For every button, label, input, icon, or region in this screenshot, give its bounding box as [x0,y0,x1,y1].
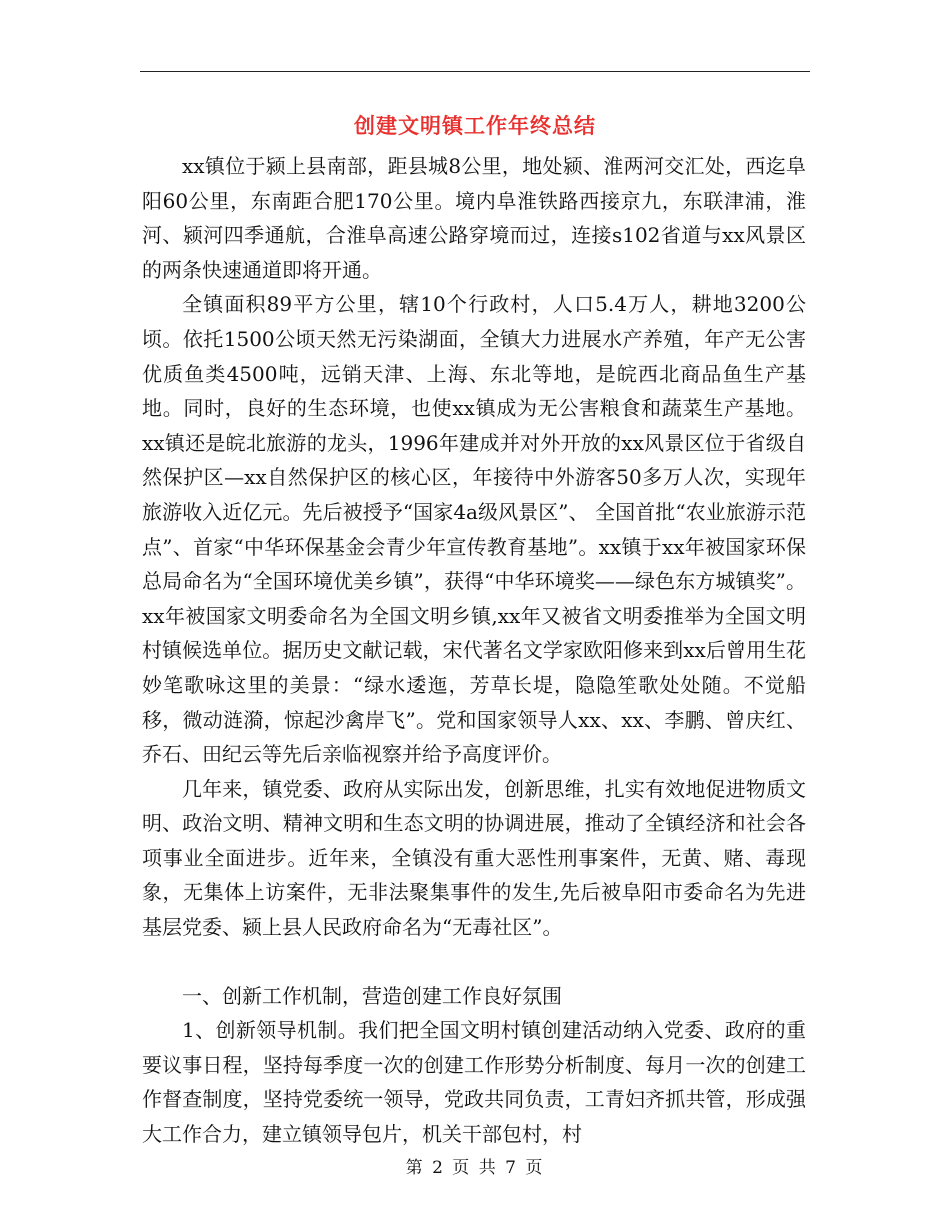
paragraph-spacer [142,945,806,979]
achievements-paragraph: 几年来，镇党委、政府从实际出发，创新思维，扎实有效地促进物质文明、政治文明、精神文明和生态文明的协调进展，推动了全镇经济和社会各项事业全面进步。近年来，全镇没有重大恶性刑事案件，无黄、赌、毒现象，无集体上访案件，无非法聚集事件的发生,先后被阜阳市委命名为先进基层党委、颍上县人民政府命名为“无毒社区”。 [142,776,806,940]
section-heading: 一、创新工作机制，营造创建工作良好氛围 [182,983,562,1008]
intro-paragraph: xx镇位于颍上县南部，距县城8公里，地处颍、淮两河交汇处，西迄阜阳60公里，东南距合肥170公里。境内阜淮铁路西接京九，东联津浦，淮河、颍河四季通航，合淮阜高速公路穿境而过，连接s102省道与xx风景区的两条快速通道即将开通。 [142,154,806,282]
overview-paragraph: 全镇面积89平方公里，辖10个行政村，人口5.4万人，耕地3200公顷。依托1500公顷天然无污染湖面，全镇大力进展水产养殖，年产无公害优质鱼类4500吨，远销天津、上海、东北等地，是皖西北商品鱼生产基地。同时，良好的生态环境，也使xx镇成为无公害粮食和蔬菜生产基地。xx镇还是皖北旅游的龙头，1996年建成并对外开放的xx风景区位于省级自然保护区—xx自然保护区的核心区，年接待中外游客50多万人次，实现年旅游收入近亿元。先后被授予“国家4a级风景区”、 全国首批“农业旅游示范点”、首家“中华环保基金会青少年宣传教育基地”。xx镇于xx年被国家环保总局命名为“全国环境优美乡镇”，获得“中华环境奖——绿色东方城镇奖”。xx年被国家文明委命名为全国文明乡镇,xx年又被省文明委推举为全国文明村镇候选单位。据历史文献记载，宋代著名文学家欧阳修来到xx后曾用生花妙笔歌咏这里的美景：“绿水逶迤，芳草长堤，隐隐笙歌处处随。不觉船移，微动涟漪，惊起沙禽岸飞”。党和国家领导人xx、xx、李鹏、曾庆红、乔石、田纪云等先后亲临视察并给予高度评价。 [142,292,806,767]
section-paragraph: 1、创新领导机制。我们把全国文明村镇创建活动纳入党委、政府的重要议事日程，坚持每季度一次的创建工作形势分析制度、每月一次的创建工作督查制度，坚持党委统一领导，党政共同负责，工青妇齐抓共管，形成强大工作合力，建立镇领导包片，机关干部包村，村 [142,1018,806,1147]
document-body [142,149,806,1152]
page-number: 第 2 页 共 7 页 [405,1158,545,1178]
document-title: 创建文明镇工作年终总结 [354,113,596,138]
header-rule [140,71,810,72]
